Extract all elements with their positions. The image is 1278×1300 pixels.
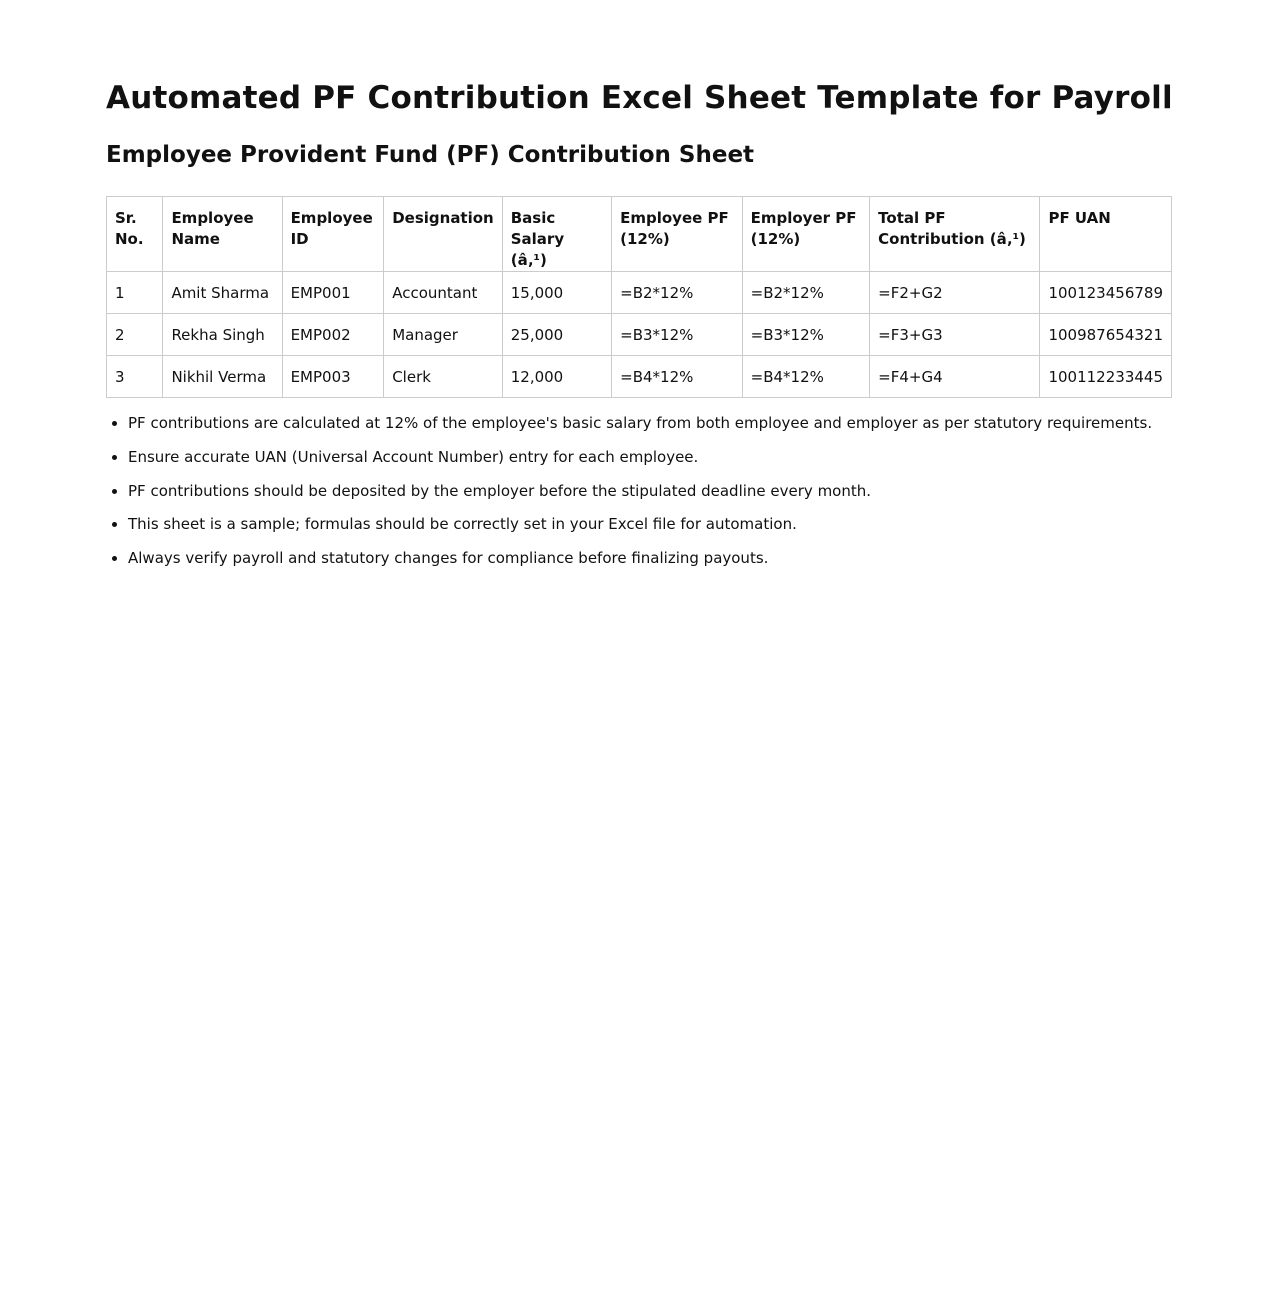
cell-designation: Manager	[384, 314, 503, 356]
note-item: • PF contributions are calculated at 12% of the employee's basic salary from both employee and employer as per statutory requirements.	[128, 412, 1188, 446]
cell-sr-no: 1	[107, 272, 163, 314]
header-pf-uan: PF UAN	[1040, 197, 1172, 272]
cell-total-pf: =F4+G4	[870, 356, 1040, 398]
cell-employee-pf: =B2*12%	[612, 272, 743, 314]
header-employee-id: Employee ID	[282, 197, 384, 272]
cell-basic-salary: 15,000	[502, 272, 611, 314]
header-basic-salary: Basic Salary (â‚¹)	[502, 197, 611, 272]
header-designation: Designation	[384, 197, 503, 272]
cell-employee-pf: =B4*12%	[612, 356, 743, 398]
header-employee-name: Employee Name	[163, 197, 282, 272]
cell-pf-uan: 100987654321	[1040, 314, 1172, 356]
cell-employee-name: Amit Sharma	[163, 272, 282, 314]
cell-designation: Clerk	[384, 356, 503, 398]
header-employee-pf: Employee PF (12%)	[612, 197, 743, 272]
notes-list	[106, 412, 1188, 581]
table-header-row	[107, 197, 1172, 272]
cell-pf-uan: 100123456789	[1040, 272, 1172, 314]
table-row	[107, 314, 1172, 356]
cell-employee-id: EMP001	[282, 272, 384, 314]
cell-employee-name: Rekha Singh	[163, 314, 282, 356]
note-item: • This sheet is a sample; formulas should be correctly set in your Excel file for automation.	[128, 513, 1188, 547]
cell-basic-salary: 25,000	[502, 314, 611, 356]
header-total-pf: Total PF Contribution (â‚¹)	[870, 197, 1040, 272]
cell-employee-id: EMP003	[282, 356, 384, 398]
cell-employee-name: Nikhil Verma	[163, 356, 282, 398]
cell-employee-id: EMP002	[282, 314, 384, 356]
cell-employer-pf: =B3*12%	[742, 314, 870, 356]
pf-contribution-table	[106, 196, 1172, 398]
section-heading: Employee Provident Fund (PF) Contribution Sheet	[106, 142, 755, 168]
header-sr-no: Sr. No.	[107, 197, 163, 272]
header-employer-pf: Employer PF (12%)	[742, 197, 870, 272]
cell-basic-salary: 12,000	[502, 356, 611, 398]
cell-total-pf: =F2+G2	[870, 272, 1040, 314]
cell-employer-pf: =B4*12%	[742, 356, 870, 398]
note-item: • Always verify payroll and statutory changes for compliance before finalizing payouts.	[128, 547, 1188, 581]
note-item: • PF contributions should be deposited by the employer before the stipulated deadline every month.	[128, 480, 1188, 514]
cell-sr-no: 2	[107, 314, 163, 356]
cell-pf-uan: 100112233445	[1040, 356, 1172, 398]
note-item: • Ensure accurate UAN (Universal Account Number) entry for each employee.	[128, 446, 1188, 480]
cell-employer-pf: =B2*12%	[742, 272, 870, 314]
table-row	[107, 356, 1172, 398]
table-row	[107, 272, 1172, 314]
cell-employee-pf: =B3*12%	[612, 314, 743, 356]
page-title: Automated PF Contribution Excel Sheet Template for Payroll	[106, 80, 1173, 116]
cell-total-pf: =F3+G3	[870, 314, 1040, 356]
cell-sr-no: 3	[107, 356, 163, 398]
cell-designation: Accountant	[384, 272, 503, 314]
